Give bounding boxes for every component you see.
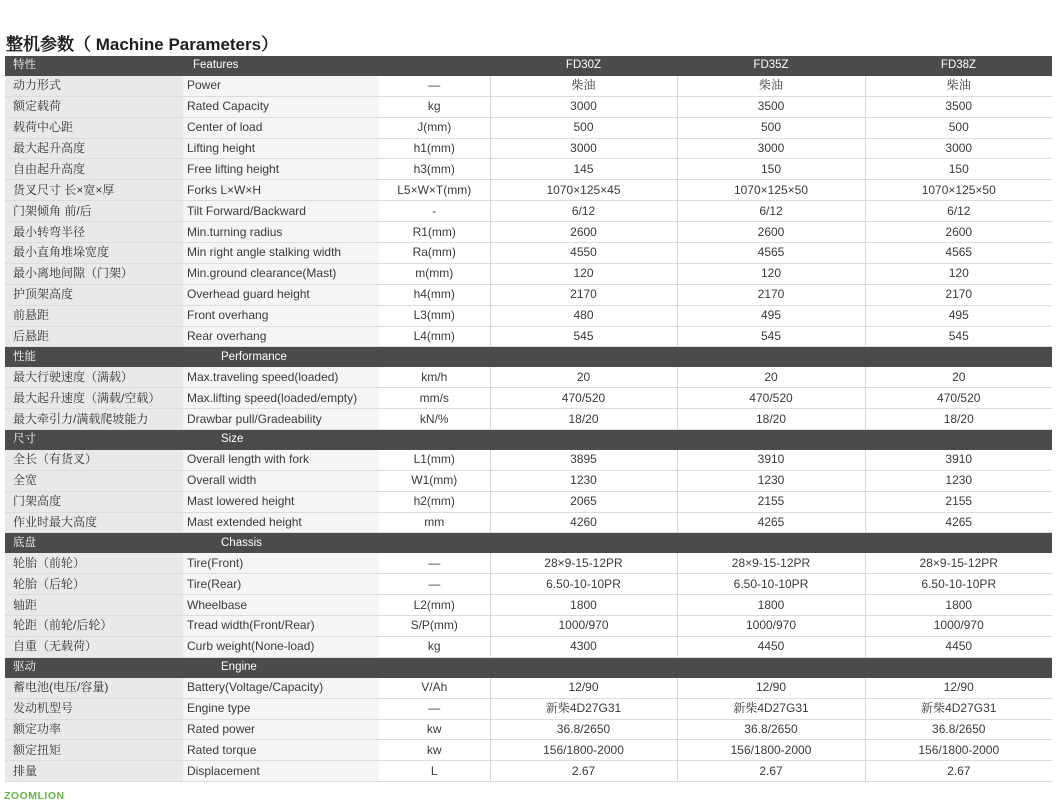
value-fd38z: 3000 — [865, 138, 1052, 159]
param-name-cn: 自重（无载荷） — [5, 636, 183, 657]
param-name-en: Battery(Voltage/Capacity) — [183, 678, 379, 698]
value-fd38z: 150 — [865, 159, 1052, 180]
value-fd38z: 柴油 — [865, 76, 1052, 96]
value-fd38z: 3500 — [865, 96, 1052, 117]
param-name-cn: 蓄电池(电压/容量) — [5, 678, 183, 698]
param-name-en: Mast lowered height — [183, 491, 379, 512]
value-fd35z: 2600 — [677, 222, 865, 243]
param-name-cn: 全长（有货叉） — [5, 450, 183, 470]
param-name-en: Power — [183, 76, 379, 96]
param-name-cn: 轮距（前轮/后轮） — [5, 616, 183, 637]
table-row — [5, 138, 1052, 159]
param-name-cn: 最小直角堆垛宽度 — [5, 243, 183, 264]
table-row — [5, 616, 1052, 637]
value-fd38z: 6/12 — [865, 201, 1052, 222]
table-row — [5, 409, 1052, 430]
value-fd38z: 2.67 — [865, 761, 1052, 782]
value-fd38z: 4265 — [865, 512, 1052, 533]
value-fd35z: 36.8/2650 — [677, 719, 865, 740]
value-fd30z: 2600 — [490, 222, 677, 243]
param-name-cn: 护顶架高度 — [5, 284, 183, 305]
value-fd30z: 28×9-15-12PR — [490, 553, 677, 573]
param-unit: J(mm) — [379, 117, 490, 138]
param-name-cn: 载荷中心距 — [5, 117, 183, 138]
table-row — [5, 201, 1052, 222]
value-fd30z: 20 — [490, 367, 677, 387]
param-name-cn: 最大起升速度（满载/空载） — [5, 388, 183, 409]
value-fd30z: 2170 — [490, 284, 677, 305]
param-name-cn: 作业时最大高度 — [5, 512, 183, 533]
param-unit: R1(mm) — [379, 222, 490, 243]
table-row — [5, 243, 1052, 264]
param-name-cn: 最小转弯半径 — [5, 222, 183, 243]
value-fd35z: 470/520 — [677, 388, 865, 409]
param-name-cn: 最大行驶速度（满载） — [5, 367, 183, 387]
value-fd35z: 495 — [677, 305, 865, 326]
table-row — [5, 512, 1052, 533]
param-name-en: Max.traveling speed(loaded) — [183, 367, 379, 387]
param-name-en: Drawbar pull/Gradeability — [183, 409, 379, 430]
section-title-cn: 性能 — [5, 347, 183, 367]
table-row — [5, 450, 1052, 470]
param-name-cn: 额定载荷 — [5, 96, 183, 117]
header-model-fd35z: FD35Z — [677, 56, 865, 76]
param-unit: h4(mm) — [379, 284, 490, 305]
param-unit: — — [379, 574, 490, 595]
table-row — [5, 180, 1052, 201]
value-fd35z: 1000/970 — [677, 616, 865, 637]
param-name-en: Overall length with fork — [183, 450, 379, 470]
table-row — [5, 678, 1052, 698]
param-unit: mm — [379, 512, 490, 533]
value-fd35z: 4450 — [677, 636, 865, 657]
value-fd38z: 3910 — [865, 450, 1052, 470]
param-name-cn: 轴距 — [5, 595, 183, 616]
param-name-cn: 额定扭矩 — [5, 740, 183, 761]
param-name-en: Tire(Front) — [183, 553, 379, 573]
param-unit: h2(mm) — [379, 491, 490, 512]
value-fd38z: 470/520 — [865, 388, 1052, 409]
table-row — [5, 76, 1052, 96]
param-unit: W1(mm) — [379, 470, 490, 491]
zoomlion-logo: ZOOMLION — [4, 790, 65, 802]
section-title-en: Size — [183, 430, 1052, 450]
param-unit: — — [379, 553, 490, 573]
value-fd38z: 新柴4D27G31 — [865, 698, 1052, 719]
value-fd35z: 20 — [677, 367, 865, 387]
param-name-en: Lifting height — [183, 138, 379, 159]
value-fd30z: 4260 — [490, 512, 677, 533]
param-name-en: Min right angle stalking width — [183, 243, 379, 264]
table-row — [5, 326, 1052, 347]
value-fd35z: 545 — [677, 326, 865, 347]
param-name-cn: 额定功率 — [5, 719, 183, 740]
header-model-fd30z: FD30Z — [490, 56, 677, 76]
table-header-row — [5, 56, 1052, 76]
value-fd35z: 156/1800-2000 — [677, 740, 865, 761]
value-fd30z: 145 — [490, 159, 677, 180]
value-fd30z: 120 — [490, 263, 677, 284]
value-fd35z: 6/12 — [677, 201, 865, 222]
table-row — [5, 553, 1052, 573]
value-fd35z: 1230 — [677, 470, 865, 491]
spec-table — [5, 56, 1052, 782]
param-name-en: Curb weight(None-load) — [183, 636, 379, 657]
param-unit: km/h — [379, 367, 490, 387]
section-header-row — [5, 347, 1052, 367]
spec-table-body — [5, 56, 1052, 782]
param-unit: — — [379, 76, 490, 96]
value-fd30z: 3000 — [490, 96, 677, 117]
value-fd38z: 495 — [865, 305, 1052, 326]
param-name-en: Engine type — [183, 698, 379, 719]
param-name-cn: 全宽 — [5, 470, 183, 491]
param-name-cn: 门架倾角 前/后 — [5, 201, 183, 222]
param-name-en: Forks L×W×H — [183, 180, 379, 201]
header-unit-blank — [379, 56, 490, 76]
value-fd35z: 4265 — [677, 512, 865, 533]
value-fd38z: 28×9-15-12PR — [865, 553, 1052, 573]
section-title-cn: 尺寸 — [5, 430, 183, 450]
param-unit: h1(mm) — [379, 138, 490, 159]
value-fd38z: 1800 — [865, 595, 1052, 616]
value-fd30z: 470/520 — [490, 388, 677, 409]
value-fd30z: 18/20 — [490, 409, 677, 430]
table-row — [5, 740, 1052, 761]
value-fd30z: 新柴4D27G31 — [490, 698, 677, 719]
value-fd35z: 120 — [677, 263, 865, 284]
value-fd38z: 6.50-10-10PR — [865, 574, 1052, 595]
param-unit: L — [379, 761, 490, 782]
section-title-cn: 驱动 — [5, 657, 183, 677]
param-name-en: Tire(Rear) — [183, 574, 379, 595]
value-fd38z: 1000/970 — [865, 616, 1052, 637]
table-row — [5, 222, 1052, 243]
value-fd38z: 36.8/2650 — [865, 719, 1052, 740]
value-fd30z: 柴油 — [490, 76, 677, 96]
header-model-fd38z: FD38Z — [865, 56, 1052, 76]
value-fd38z: 1230 — [865, 470, 1052, 491]
table-row — [5, 491, 1052, 512]
param-name-cn: 动力形式 — [5, 76, 183, 96]
param-unit: L3(mm) — [379, 305, 490, 326]
section-title-en: Performance — [183, 347, 1052, 367]
table-row — [5, 263, 1052, 284]
table-row — [5, 159, 1052, 180]
value-fd35z: 500 — [677, 117, 865, 138]
param-name-en: Max.lifting speed(loaded/empty) — [183, 388, 379, 409]
param-name-cn: 最小离地间隙（门架） — [5, 263, 183, 284]
value-fd30z: 4550 — [490, 243, 677, 264]
value-fd38z: 2155 — [865, 491, 1052, 512]
table-row — [5, 595, 1052, 616]
value-fd35z: 3910 — [677, 450, 865, 470]
param-unit: mm/s — [379, 388, 490, 409]
section-header-row — [5, 533, 1052, 553]
param-unit: S/P(mm) — [379, 616, 490, 637]
table-row — [5, 636, 1052, 657]
param-name-en: Front overhang — [183, 305, 379, 326]
param-name-en: Wheelbase — [183, 595, 379, 616]
param-name-en: Rated power — [183, 719, 379, 740]
param-unit: m(mm) — [379, 263, 490, 284]
value-fd38z: 2170 — [865, 284, 1052, 305]
param-name-cn: 排量 — [5, 761, 183, 782]
value-fd30z: 4300 — [490, 636, 677, 657]
param-name-cn: 门架高度 — [5, 491, 183, 512]
table-row — [5, 284, 1052, 305]
value-fd30z: 1230 — [490, 470, 677, 491]
value-fd30z: 2.67 — [490, 761, 677, 782]
table-row — [5, 761, 1052, 782]
param-name-cn: 发动机型号 — [5, 698, 183, 719]
table-row — [5, 96, 1052, 117]
value-fd38z: 120 — [865, 263, 1052, 284]
value-fd38z: 156/1800-2000 — [865, 740, 1052, 761]
param-unit: kw — [379, 740, 490, 761]
table-row — [5, 388, 1052, 409]
param-name-en: Rated Capacity — [183, 96, 379, 117]
value-fd35z: 1070×125×50 — [677, 180, 865, 201]
value-fd30z: 3000 — [490, 138, 677, 159]
value-fd35z: 12/90 — [677, 678, 865, 698]
param-name-en: Rear overhang — [183, 326, 379, 347]
value-fd30z: 480 — [490, 305, 677, 326]
value-fd35z: 2155 — [677, 491, 865, 512]
value-fd30z: 1800 — [490, 595, 677, 616]
value-fd35z: 6.50-10-10PR — [677, 574, 865, 595]
param-name-en: Mast extended height — [183, 512, 379, 533]
value-fd30z: 12/90 — [490, 678, 677, 698]
param-unit: L1(mm) — [379, 450, 490, 470]
value-fd35z: 150 — [677, 159, 865, 180]
value-fd35z: 柴油 — [677, 76, 865, 96]
param-name-cn: 最大牵引力/满载爬坡能力 — [5, 409, 183, 430]
param-unit: L4(mm) — [379, 326, 490, 347]
value-fd35z: 28×9-15-12PR — [677, 553, 865, 573]
value-fd38z: 545 — [865, 326, 1052, 347]
value-fd35z: 2170 — [677, 284, 865, 305]
value-fd38z: 500 — [865, 117, 1052, 138]
value-fd30z: 156/1800-2000 — [490, 740, 677, 761]
value-fd30z: 6/12 — [490, 201, 677, 222]
value-fd30z: 3895 — [490, 450, 677, 470]
param-name-cn: 轮胎（后轮） — [5, 574, 183, 595]
value-fd35z: 4565 — [677, 243, 865, 264]
value-fd30z: 36.8/2650 — [490, 719, 677, 740]
value-fd35z: 2.67 — [677, 761, 865, 782]
param-name-en: Min.ground clearance(Mast) — [183, 263, 379, 284]
param-unit: h3(mm) — [379, 159, 490, 180]
value-fd38z: 20 — [865, 367, 1052, 387]
table-row — [5, 719, 1052, 740]
section-header-row — [5, 657, 1052, 677]
param-unit: V/Ah — [379, 678, 490, 698]
param-unit: Ra(mm) — [379, 243, 490, 264]
param-name-en: Displacement — [183, 761, 379, 782]
param-unit: — — [379, 698, 490, 719]
param-name-cn: 后悬距 — [5, 326, 183, 347]
table-row — [5, 470, 1052, 491]
section-title-cn: 底盘 — [5, 533, 183, 553]
table-row — [5, 117, 1052, 138]
param-unit: kw — [379, 719, 490, 740]
value-fd30z: 1070×125×45 — [490, 180, 677, 201]
param-unit: L5×W×T(mm) — [379, 180, 490, 201]
param-name-en: Tread width(Front/Rear) — [183, 616, 379, 637]
value-fd38z: 2600 — [865, 222, 1052, 243]
value-fd38z: 12/90 — [865, 678, 1052, 698]
param-unit: L2(mm) — [379, 595, 490, 616]
param-unit: kN/% — [379, 409, 490, 430]
value-fd35z: 1800 — [677, 595, 865, 616]
table-row — [5, 367, 1052, 387]
table-row — [5, 698, 1052, 719]
param-unit: kg — [379, 636, 490, 657]
table-row — [5, 305, 1052, 326]
section-header-row — [5, 430, 1052, 450]
param-name-cn: 轮胎（前轮） — [5, 553, 183, 573]
param-name-en: Rated torque — [183, 740, 379, 761]
param-name-cn: 前悬距 — [5, 305, 183, 326]
value-fd35z: 18/20 — [677, 409, 865, 430]
section-title-en: Engine — [183, 657, 1052, 677]
value-fd38z: 1070×125×50 — [865, 180, 1052, 201]
value-fd35z: 3500 — [677, 96, 865, 117]
param-name-en: Overhead guard height — [183, 284, 379, 305]
value-fd30z: 2065 — [490, 491, 677, 512]
param-unit: - — [379, 201, 490, 222]
param-name-cn: 自由起升高度 — [5, 159, 183, 180]
param-name-en: Tilt Forward/Backward — [183, 201, 379, 222]
header-features-en: Features — [183, 56, 379, 76]
param-unit: kg — [379, 96, 490, 117]
value-fd30z: 500 — [490, 117, 677, 138]
header-features-cn: 特性 — [5, 56, 183, 76]
section-title-en: Chassis — [183, 533, 1052, 553]
value-fd38z: 4450 — [865, 636, 1052, 657]
value-fd38z: 4565 — [865, 243, 1052, 264]
param-name-cn: 最大起升高度 — [5, 138, 183, 159]
param-name-en: Min.turning radius — [183, 222, 379, 243]
value-fd35z: 3000 — [677, 138, 865, 159]
value-fd30z: 545 — [490, 326, 677, 347]
param-name-en: Center of load — [183, 117, 379, 138]
value-fd30z: 1000/970 — [490, 616, 677, 637]
page-title: 整机参数（ Machine Parameters） — [6, 35, 279, 54]
value-fd35z: 新柴4D27G31 — [677, 698, 865, 719]
value-fd30z: 6.50-10-10PR — [490, 574, 677, 595]
table-row — [5, 574, 1052, 595]
value-fd38z: 18/20 — [865, 409, 1052, 430]
param-name-en: Overall width — [183, 470, 379, 491]
param-name-cn: 货叉尺寸 长×宽×厚 — [5, 180, 183, 201]
param-name-en: Free lifting height — [183, 159, 379, 180]
